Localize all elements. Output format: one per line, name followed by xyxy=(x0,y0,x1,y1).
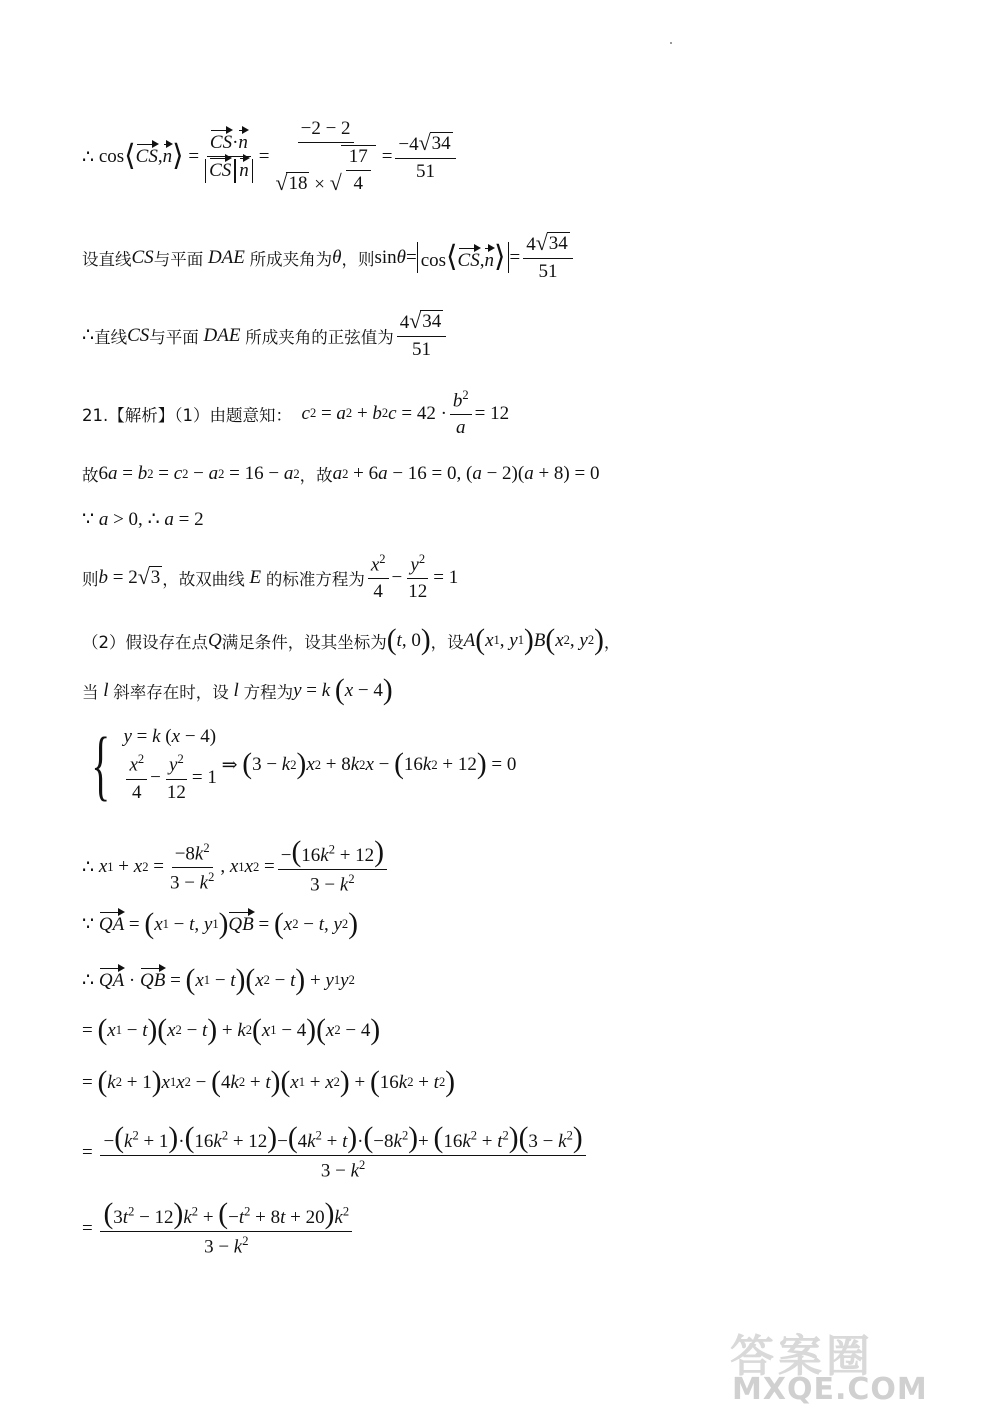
expand-step-1: = ( x 1 − t ) ( x 2 − t ) + k 2 ( x 1 − 4 ) ( x 2 − 4 ) xyxy=(82,1014,381,1046)
hyperbola-equation-line: 则 b = 2 √ 3 ，故双曲线 E 的标准方程为 $\frac{x^2}{4}$ − $\frac{y^2}{12}$ = 1 xyxy=(82,552,459,603)
vieta-line: ∴ x 1 + x 2 = $\frac{-8k^2}{3 - k^2}$ , x 1 x 2 = $\frac{-(16k^2 + 12)}{3 - k^2}$ xyxy=(82,838,390,897)
part2-setup-line: （2）假设存在点 Q 满足条件，设其坐标为 ( t , 0 ) ，设 A ( x 1 , y 1 ) B ( x 2 , y 2 ) ， xyxy=(82,624,621,656)
equation-system-line: { y = k (x − 4) $\frac{x^2}{4}$ − $\frac{y^2}{12}$ = 1 ⇒ ( 3 − k 2 ) x 2 + 8 k 2 x − ( 16 k 2 + 12 ) = 0 xyxy=(82,726,516,804)
therefore-symbol: ∴ xyxy=(82,146,95,168)
speck xyxy=(670,42,672,44)
watermark-logo xyxy=(700,1320,990,1410)
dot-product-line: ∴ QA · QB = ( x 1 − t ) ( x 2 − t ) + y 1 y 2 xyxy=(82,964,355,996)
watermark-url: MXQE.COM xyxy=(732,1372,928,1407)
expand-step-2: = ( k 2 + 1 ) x 1 x 2 − ( 4 k 2 + t ) ( x 1 + x 2 ) + ( 16 k 2 + t 2 ) xyxy=(82,1066,456,1098)
expand-step-3: = $\frac{-(k^2 + 1)\cdot(16k^2 + 12)-(4k^2 + t)\cdot(-8k^2)+ (16k^2 + t^2)(3 - k^2)}{3 - k^2}$ xyxy=(82,1124,589,1183)
q21-heading: 21.【解析】（1）由题意知： xyxy=(82,405,292,425)
a-value-line: ∵ a > 0, ∴ a = 2 xyxy=(82,508,204,530)
equation-system: { y = k (x − 4) $\frac{x^2}{4}$ − $\frac{y^2}{12}$ = 1 xyxy=(91,721,217,808)
expand-step-4: = $\frac{(3t^2 - 12)k^2 + (-t^2 + 8t + 20)k^2}{3 - k^2}$ xyxy=(82,1200,355,1259)
sin-angle-line: 设直线 CS 与平面 DAE 所成夹角为 θ ，则 sin θ = cos⟨CS,n⟩ = 4 √ 34 51 xyxy=(82,232,576,283)
cos-label: cos xyxy=(98,146,125,168)
sine-result-line: ∴ 直线 CS 与平面 DAE 所成夹角的正弦值为 4 √ 34 51 xyxy=(82,310,449,361)
slope-case-line: 当 l 斜率存在时，设 l 方程为 y = k ( x − 4 ) xyxy=(82,674,393,706)
solve-a-line: 故 6 a = b 2 = c 2 − a 2 = 16 − a 2 ，故 a 2 + 6 a − 16 = 0, ( a − 2)( a + 8) = 0 xyxy=(82,463,600,485)
q21-header-line: 21.【解析】（1）由题意知： c 2 = a 2 + b 2 c = 42 · $\frac{b^2}{a}$ = 12 xyxy=(82,388,510,439)
vectors-qa-qb-line: ∵ QA = ( x 1 − t , y 1 ) QB = ( x 2 − t , y 2 ) xyxy=(82,908,358,940)
cos-formula-line: ∴ cos ⟨ CS , n ⟩ = $\frac{CS\cdot n}{\text{CS n}}$ = −2 − 2 √ 18 × √ $\frac{17}{4}$ = −4 √ 34 51 xyxy=(82,118,459,196)
watermark-text: 答案圈 xyxy=(730,1331,874,1382)
